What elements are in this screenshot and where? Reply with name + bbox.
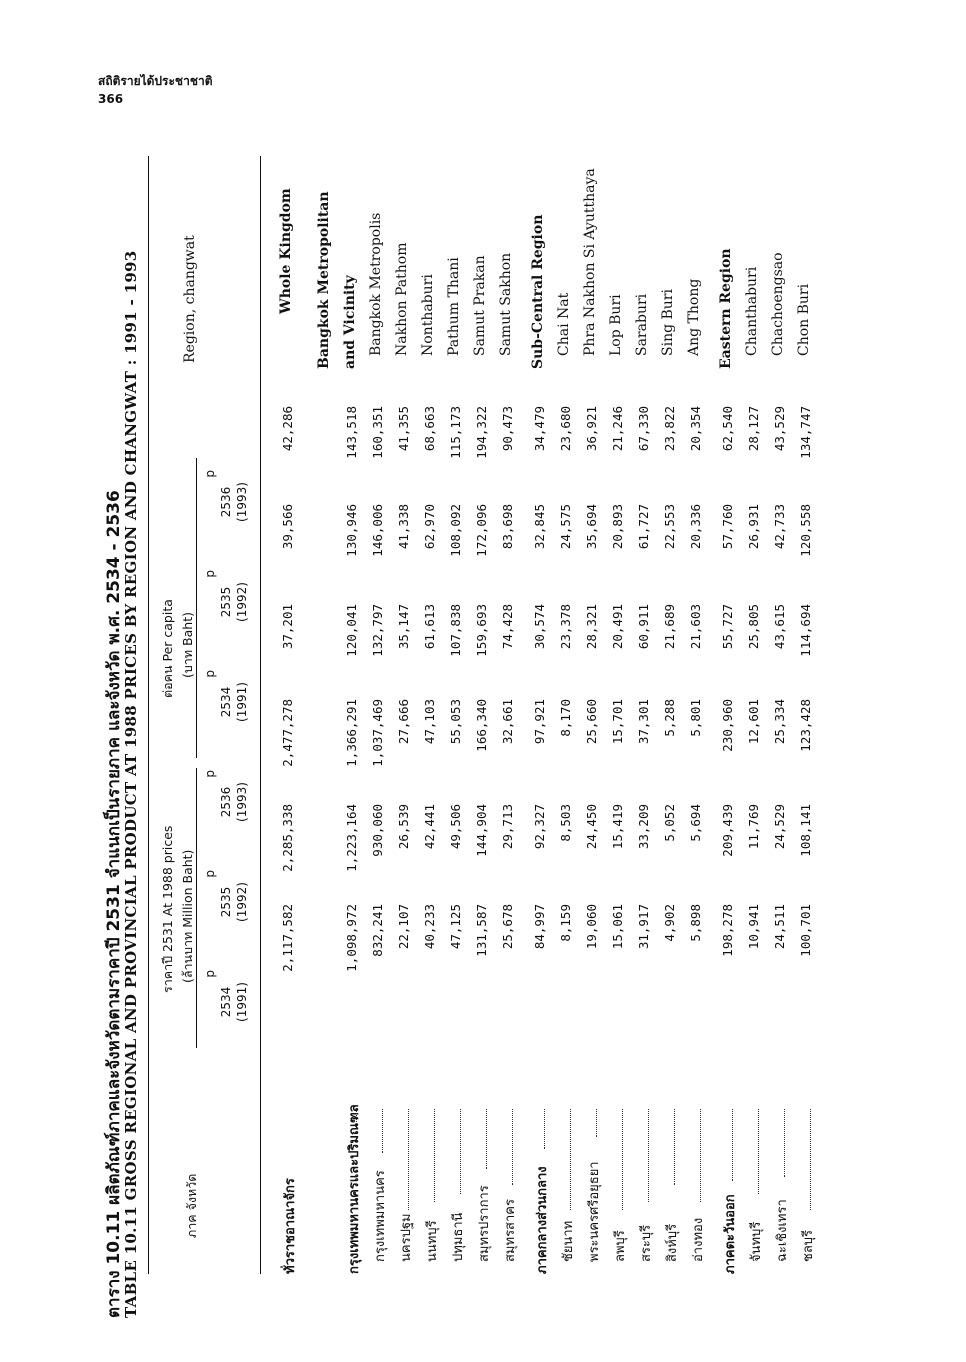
leader-dots (544, 1109, 545, 1149)
row-label-english: Eastern Region (718, 248, 734, 369)
value-cell: 23,378 (558, 604, 573, 650)
row-label-thai: นครปฐม (399, 1213, 414, 1262)
value-cell: 74,428 (500, 604, 515, 650)
value-cell: 26,539 (396, 804, 411, 850)
leader-dots (700, 1109, 701, 1202)
row-label-english: Lop Buri (608, 294, 624, 356)
row-label-english: Nakhon Pathom (394, 242, 410, 356)
value-cell: 49,506 (448, 804, 463, 850)
row-label-english: Chai Nat (556, 292, 572, 356)
value-cell: 2,477,278 (280, 699, 295, 767)
leader-dots (460, 1109, 461, 1194)
table-title-thai: ตาราง 10.11 ผลิตภัณฑ์ภาคและจังหวัดตามราคาปี 2531 จำแนกเป็นรายภาค และจังหวัด พ.ศ. 2534 - 2536 (104, 490, 124, 1318)
row-label-english: Bangkok Metropolitan (316, 191, 332, 369)
header-group-per-capita-unit: (บาท Baht) (180, 612, 195, 678)
leader-dots (434, 1109, 435, 1202)
value-cell: 120,041 (344, 604, 359, 657)
row-label-thai: ฉะเชิงเทรา (775, 1199, 790, 1262)
table-row (606, 156, 632, 1274)
value-cell: 43,529 (772, 406, 787, 452)
row-label-english: Nonthaburi (420, 274, 436, 356)
table-row (742, 156, 768, 1274)
value-cell: 47,125 (448, 904, 463, 950)
value-cell: 100,701 (798, 904, 813, 957)
value-cell: 55,053 (448, 699, 463, 745)
value-cell: 1,223,164 (344, 804, 359, 872)
value-cell: 194,322 (474, 406, 489, 459)
value-cell: 1,098,972 (344, 904, 359, 972)
year-header-3: p 2536 (1993) (203, 770, 249, 822)
value-cell: 20,893 (610, 504, 625, 550)
leader-dots (382, 1109, 383, 1153)
row-label-english: Ang Thong (686, 278, 702, 356)
table-row (392, 156, 418, 1274)
running-header (98, 72, 213, 108)
table-row (418, 156, 444, 1274)
value-cell: 36,921 (584, 406, 599, 452)
value-cell: 143,518 (344, 406, 359, 459)
value-cell: 42,733 (772, 504, 787, 550)
row-label-english: Pathum Thani (446, 257, 462, 356)
page-number: 366 (98, 92, 124, 106)
leader-dots (356, 1109, 357, 1124)
value-cell: 41,338 (396, 504, 411, 550)
value-cell: 8,170 (558, 699, 573, 737)
row-label-thai: จันทบุรี (749, 1221, 764, 1262)
row-label-thai: สระบุรี (639, 1224, 654, 1262)
table-row (794, 156, 820, 1274)
value-cell: 832,241 (370, 904, 385, 957)
table-row (314, 156, 340, 1274)
value-cell: 130,946 (344, 504, 359, 557)
value-cell: 41,355 (396, 406, 411, 452)
value-cell: 84,997 (532, 904, 547, 950)
publication-title: สถิติรายได้ประชาชาติ (98, 74, 213, 88)
value-cell: 5,694 (688, 804, 703, 842)
leader-dots (512, 1109, 513, 1185)
value-cell: 5,801 (688, 699, 703, 737)
value-cell: 25,334 (772, 699, 787, 745)
value-cell: 24,575 (558, 504, 573, 550)
value-cell: 2,117,582 (280, 904, 295, 972)
value-cell: 123,428 (798, 699, 813, 752)
value-cell: 10,941 (746, 904, 761, 950)
row-label-thai: ปทุมธานี (451, 1212, 466, 1262)
value-cell: 28,321 (584, 604, 599, 650)
value-cell: 83,698 (500, 504, 515, 550)
value-cell: 62,970 (422, 504, 437, 550)
value-cell: 1,366,291 (344, 699, 359, 767)
row-label-english: Chanthaburi (744, 266, 760, 356)
row-label-thai: กรุงเทพมหานครและปริมณฑล (347, 1104, 362, 1274)
value-cell: 15,701 (610, 699, 625, 745)
value-cell: 108,141 (798, 804, 813, 857)
value-cell: 24,529 (772, 804, 787, 850)
value-cell: 930,060 (370, 804, 385, 857)
row-label-english: Samut Prakan (472, 255, 488, 356)
value-cell: 28,127 (746, 406, 761, 452)
leader-dots (784, 1109, 785, 1177)
value-cell: 32,661 (500, 699, 515, 745)
table-row (276, 156, 302, 1274)
value-cell: 47,103 (422, 699, 437, 745)
leader-dots (648, 1109, 649, 1202)
year-header-2: p 2535 (1992) (203, 870, 249, 922)
value-cell: 230,960 (720, 699, 735, 752)
row-label-english: Saraburi (634, 293, 650, 356)
value-cell: 20,491 (610, 604, 625, 650)
table-row (684, 156, 710, 1274)
header-region-thai: ภาค จังหวัด (184, 1173, 199, 1238)
row-label-thai: นนทบุรี (425, 1220, 440, 1262)
value-cell: 209,439 (720, 804, 735, 857)
value-cell: 68,663 (422, 406, 437, 452)
year-header-4: p 2534 (1991) (203, 670, 249, 722)
table-row (716, 156, 742, 1274)
value-cell: 4,902 (662, 904, 677, 942)
leader-dots (732, 1109, 733, 1181)
value-cell: 62,540 (720, 406, 735, 452)
value-cell: 8,503 (558, 804, 573, 842)
value-cell: 29,713 (500, 804, 515, 850)
value-cell: 92,327 (532, 804, 547, 850)
row-label-thai: สมุทรสาคร (503, 1199, 518, 1262)
value-cell: 27,666 (396, 699, 411, 745)
value-cell: 61,613 (422, 604, 437, 650)
value-cell: 32,845 (532, 504, 547, 550)
value-cell: 25,805 (746, 604, 761, 650)
table-row (340, 156, 366, 1274)
leader-dots (486, 1109, 487, 1169)
row-label-english: Sing Buri (660, 289, 676, 356)
value-cell: 26,931 (746, 504, 761, 550)
table-row (528, 156, 554, 1274)
table-row (580, 156, 606, 1274)
value-cell: 160,351 (370, 406, 385, 459)
leader-dots (570, 1109, 571, 1210)
value-cell: 107,838 (448, 604, 463, 657)
value-cell: 21,246 (610, 406, 625, 452)
rotated-table-page (100, 116, 890, 1338)
row-label-thai: ลพบุรี (613, 1230, 628, 1262)
value-cell: 61,727 (636, 504, 651, 550)
value-cell: 22,107 (396, 904, 411, 950)
value-cell: 35,147 (396, 604, 411, 650)
row-label-english: and Vicinity (342, 275, 358, 369)
value-cell: 57,760 (720, 504, 735, 550)
row-label-english: Sub-Central Region (530, 214, 546, 369)
row-label-thai: กรุงเทพมหานคร (373, 1170, 388, 1262)
row-label-thai: ชลบุรี (801, 1229, 816, 1262)
value-cell: 22,553 (662, 504, 677, 550)
value-cell: 166,340 (474, 699, 489, 752)
value-cell: 37,201 (280, 604, 295, 650)
value-cell: 23,822 (662, 406, 677, 452)
value-cell: 5,288 (662, 699, 677, 737)
value-cell: 97,921 (532, 699, 547, 745)
table-row (366, 156, 392, 1274)
table-row (632, 156, 658, 1274)
header-group-per-capita: ต่อคน Per capita (160, 599, 175, 698)
header-group-constant-unit: (ล้านบาท Million Baht) (180, 849, 195, 983)
row-label-thai: ภาคตะวันออก (723, 1194, 738, 1274)
value-cell: 21,603 (688, 604, 703, 650)
value-cell: 11,769 (746, 804, 761, 850)
leader-dots (596, 1109, 597, 1137)
value-cell: 20,354 (688, 406, 703, 452)
value-cell: 132,797 (370, 604, 385, 657)
leader-dots (810, 1109, 811, 1210)
leader-dots (758, 1109, 759, 1194)
value-cell: 2,285,338 (280, 804, 295, 872)
row-label-thai: พระนครศรีอยุธยา (587, 1161, 602, 1262)
value-cell: 24,511 (772, 904, 787, 950)
value-cell: 1,037,469 (370, 699, 385, 767)
header-region-english: Region, changwat (182, 235, 198, 363)
value-cell: 120,558 (798, 504, 813, 557)
row-label-thai: ภาคกลางส่วนกลาง (535, 1166, 550, 1274)
value-cell: 21,689 (662, 604, 677, 650)
row-label-english: Chon Buri (796, 283, 812, 356)
leader-dots (408, 1109, 409, 1210)
table-row (470, 156, 496, 1274)
value-cell: 31,917 (636, 904, 651, 950)
value-cell: 172,096 (474, 504, 489, 557)
value-cell: 25,660 (584, 699, 599, 745)
value-cell: 30,574 (532, 604, 547, 650)
value-cell: 15,419 (610, 804, 625, 850)
row-label-english: Whole Kingdom (278, 188, 294, 314)
row-label-thai: สมุทรปราการ (477, 1185, 492, 1262)
value-cell: 5,898 (688, 904, 703, 942)
value-cell: 12,601 (746, 699, 761, 745)
value-cell: 159,693 (474, 604, 489, 657)
header-group-constant-prices: ราคาปี 2531 At 1988 prices (160, 825, 175, 993)
value-cell: 5,052 (662, 804, 677, 842)
table-row (768, 156, 794, 1274)
group1-underline (196, 768, 197, 1048)
value-cell: 108,092 (448, 504, 463, 557)
year-header-6: p 2536 (1993) (203, 470, 249, 522)
value-cell: 37,301 (636, 699, 651, 745)
group2-underline (196, 458, 197, 758)
value-cell: 144,904 (474, 804, 489, 857)
value-cell: 67,330 (636, 406, 651, 452)
row-label-thai: ทั่วราชอาณาจักร (283, 1178, 298, 1274)
value-cell: 115,173 (448, 406, 463, 459)
top-rule (148, 156, 149, 1274)
value-cell: 43,615 (772, 604, 787, 650)
row-label-english: Samut Sakhon (498, 252, 514, 356)
value-cell: 35,694 (584, 504, 599, 550)
value-cell: 15,061 (610, 904, 625, 950)
value-cell: 114,694 (798, 604, 813, 657)
year-header-1: p 2534 (1991) (203, 970, 249, 1022)
year-header-5: p 2535 (1992) (203, 570, 249, 622)
header-bottom-rule (260, 156, 261, 1274)
table-row (658, 156, 684, 1274)
value-cell: 40,233 (422, 904, 437, 950)
row-label-english: Bangkok Metropolis (368, 212, 384, 356)
row-label-thai: ชัยนาท (561, 1220, 576, 1262)
value-cell: 198,278 (720, 904, 735, 957)
row-label-english: Chachoengsao (770, 252, 786, 356)
table-row (444, 156, 470, 1274)
value-cell: 19,060 (584, 904, 599, 950)
value-cell: 134,747 (798, 406, 813, 459)
value-cell: 20,336 (688, 504, 703, 550)
value-cell: 60,911 (636, 604, 651, 650)
table-row (496, 156, 522, 1274)
row-label-thai: สิงห์บุรี (665, 1223, 680, 1262)
value-cell: 42,441 (422, 804, 437, 850)
leader-dots (622, 1109, 623, 1210)
row-label-english: Phra Nakhon Si Ayutthaya (582, 168, 598, 356)
value-cell: 42,286 (280, 406, 295, 452)
table-title-english: TABLE 10.11 GROSS REGIONAL AND PROVINCIAL PRODUCT AT 1988 PRICES BY REGION AND CHANGWAT : 1991 - 1993 (122, 250, 140, 1318)
value-cell: 24,450 (584, 804, 599, 850)
value-cell: 8,159 (558, 904, 573, 942)
value-cell: 33,209 (636, 804, 651, 850)
leader-dots (674, 1109, 675, 1185)
row-label-thai: อ่างทอง (691, 1217, 706, 1262)
value-cell: 34,479 (532, 406, 547, 452)
value-cell: 39,566 (280, 504, 295, 550)
value-cell: 25,678 (500, 904, 515, 950)
value-cell: 55,727 (720, 604, 735, 650)
value-cell: 23,680 (558, 406, 573, 452)
value-cell: 90,473 (500, 406, 515, 452)
value-cell: 131,587 (474, 904, 489, 957)
value-cell: 146,006 (370, 504, 385, 557)
table-row (554, 156, 580, 1274)
